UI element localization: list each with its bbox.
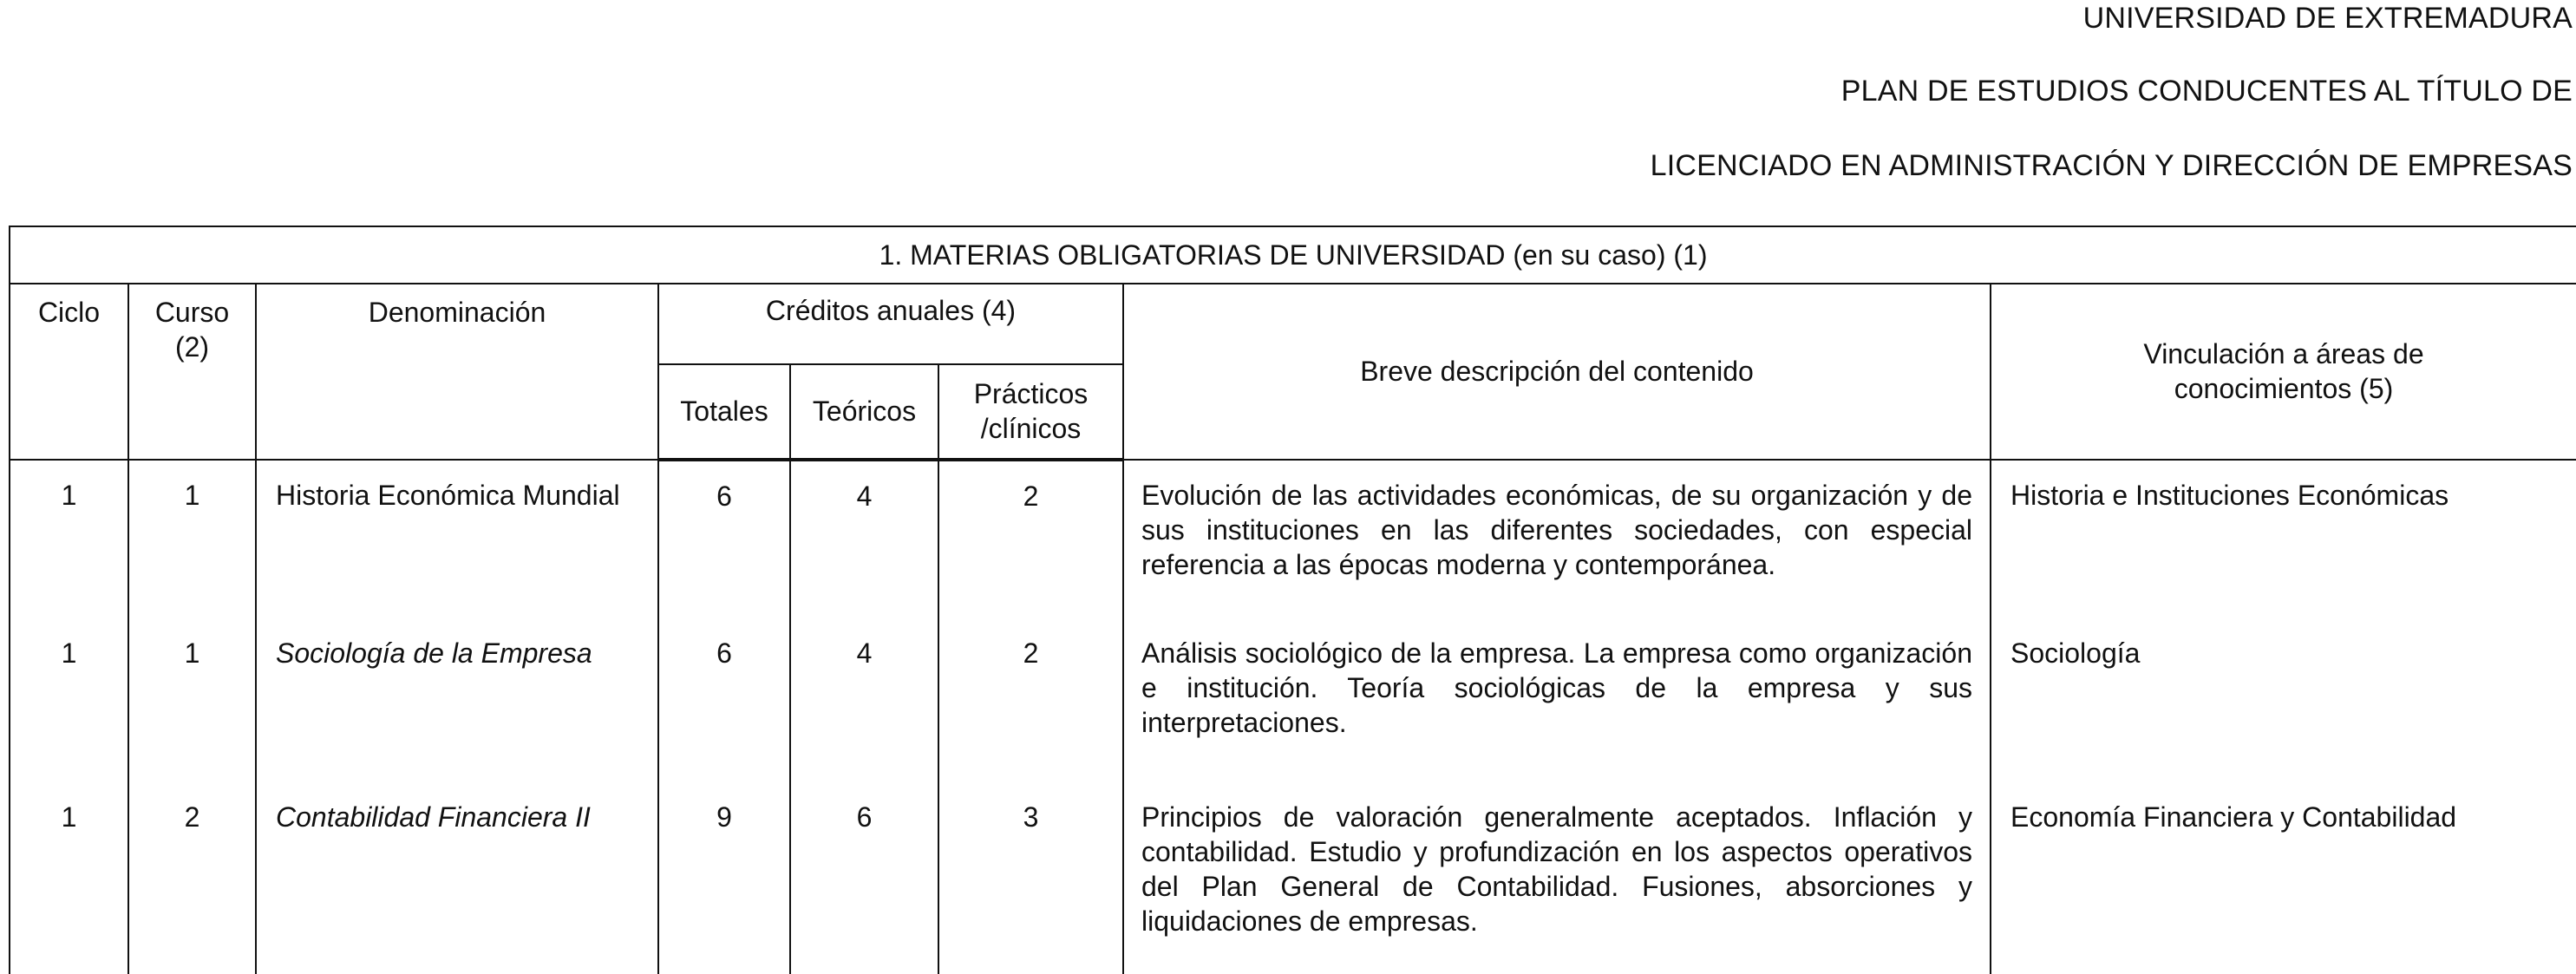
plan-heading: PLAN DE ESTUDIOS CONDUCENTES AL TÍTULO DE xyxy=(1840,75,2573,108)
cell-curso: 1 xyxy=(128,618,256,782)
vinculacion-label-2: conocimientos (5) xyxy=(2174,373,2394,404)
practicos-label-2: /clínicos xyxy=(980,413,1082,444)
practicos-label: Prácticos xyxy=(973,378,1089,409)
cell-totales: 9 xyxy=(658,782,790,974)
cell-teoricos: 4 xyxy=(790,618,938,782)
column-header-ciclo: Ciclo xyxy=(10,284,128,460)
cell-denominacion: Contabilidad Financiera II xyxy=(256,782,658,974)
cell-totales: 6 xyxy=(658,618,790,782)
vinculacion-label: Vinculación a áreas de xyxy=(2143,338,2424,369)
column-header-teoricos: Teóricos xyxy=(790,364,938,460)
cell-teoricos: 4 xyxy=(790,460,938,618)
cell-descripcion: Análisis sociológico de la empresa. La empresa como organización e institución. Teoría sociológicas de la empresa y sus interpretaciones. xyxy=(1123,618,1991,782)
column-header-totales: Totales xyxy=(658,364,790,460)
cell-totales: 6 xyxy=(658,460,790,618)
cell-ciclo: 1 xyxy=(10,618,128,782)
curso-label: Curso xyxy=(154,297,230,328)
column-header-descripcion: Breve descripción del contenido xyxy=(1123,284,1991,460)
degree-title: LICENCIADO EN ADMINISTRACIÓN Y DIRECCIÓN DE EMPRESAS xyxy=(1650,149,2573,182)
cell-descripcion: Evolución de las actividades económicas, de su organización y de sus instituciones en las diferentes sociedades, con especial referencia a las épocas moderna y contemporánea. xyxy=(1123,460,1991,618)
column-header-creditos: Créditos anuales (4) xyxy=(658,284,1123,364)
cell-curso: 2 xyxy=(128,782,256,974)
table-row xyxy=(10,618,2576,782)
column-header-vinculacion xyxy=(1991,284,2576,460)
cell-area: Sociología xyxy=(1991,618,2576,782)
cell-ciclo: 1 xyxy=(10,782,128,974)
table-row xyxy=(10,782,2576,974)
university-name: UNIVERSIDAD DE EXTREMADURA xyxy=(2082,2,2573,35)
cell-curso: 1 xyxy=(128,460,256,618)
column-header-practicos xyxy=(938,364,1123,460)
cell-practicos: 2 xyxy=(938,460,1123,618)
column-header-curso xyxy=(128,284,256,460)
cell-ciclo: 1 xyxy=(10,460,128,618)
cell-teoricos: 6 xyxy=(790,782,938,974)
cell-descripcion: Principios de valoración generalmente aceptados. Inflación y contabilidad. Estudio y profundización en los aspectos operativos del Plan General de Contabilidad. Fusiones, absorciones y liquidaciones de empresas. xyxy=(1123,782,1991,974)
subjects-table xyxy=(9,226,2576,974)
table-title: 1. MATERIAS OBLIGATORIAS DE UNIVERSIDAD (en su caso) (1) xyxy=(10,226,2576,284)
cell-area: Historia e Instituciones Económicas xyxy=(1991,460,2576,618)
curso-note: (2) xyxy=(174,331,210,363)
column-header-denominacion: Denominación xyxy=(256,284,658,460)
cell-denominacion: Historia Económica Mundial xyxy=(256,460,658,618)
table-row xyxy=(10,460,2576,618)
cell-denominacion: Sociología de la Empresa xyxy=(256,618,658,782)
cell-area: Economía Financiera y Contabilidad xyxy=(1991,782,2576,974)
cell-practicos: 2 xyxy=(938,618,1123,782)
cell-practicos: 3 xyxy=(938,782,1123,974)
